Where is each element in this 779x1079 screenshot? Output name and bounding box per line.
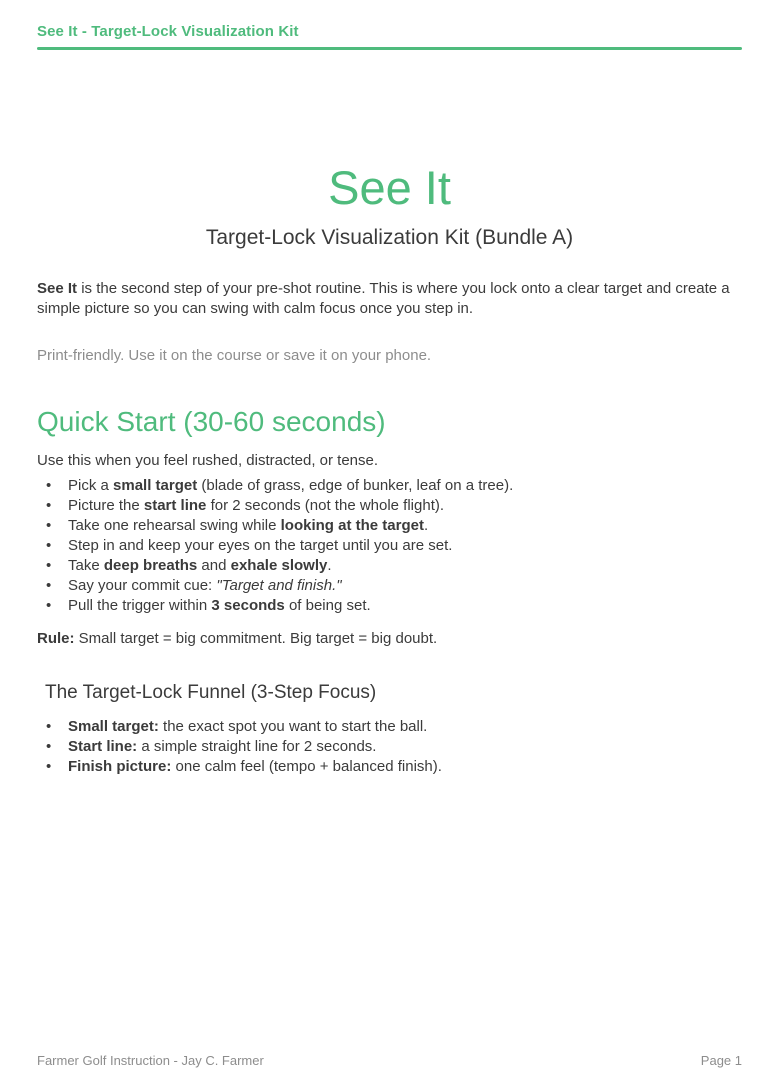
text-segment: small target [113,476,198,494]
text-segment: Picture the [68,496,144,514]
quick-start-heading: Quick Start (30-60 seconds) [37,405,386,437]
text-segment: is the second step of your pre-shot routine. This is where you lock onto a clear target and create a simple picture so you can swing with calm focus once you step in. [37,279,730,317]
text-segment: deep breaths [103,556,198,574]
list-item [37,476,742,496]
text-segment: one calm feel (tempo + balanced finish). [171,757,442,775]
header-title: See It - Target-Lock Visualization Kit [37,23,299,40]
page-footer [37,1053,742,1068]
text-segment: exhale slowly [230,556,328,574]
page-header [37,0,742,50]
list-item [37,536,742,556]
list-item [37,556,742,576]
print-note: Print-friendly. Use it on the course or save it on your phone. [37,346,432,364]
text-segment: Say your commit cue: [68,576,217,594]
document-title: See It [328,161,451,214]
text-segment: See It [37,279,78,297]
text-segment: and [197,556,231,574]
list-item [37,737,742,757]
text-segment: the exact spot you want to start the ball. [158,717,428,735]
list-item [37,576,742,596]
funnel-list [37,717,742,777]
text-segment: Small target: [68,717,159,735]
text-segment: (blade of grass, edge of bunker, leaf on a tree). [197,476,514,494]
footer-author: Farmer Golf Instruction - Jay C. Farmer [37,1053,264,1068]
text-segment: looking at the target [280,516,424,534]
document-subtitle: Target-Lock Visualization Kit (Bundle A) [205,225,574,249]
rule-line [37,629,742,649]
list-item [37,757,742,777]
text-segment: . [423,516,429,534]
text-segment: of being set. [284,596,371,614]
quick-start-lead: Use this when you feel rushed, distracted, or tense. [37,451,379,469]
text-segment: Take one rehearsal swing while [68,516,281,534]
text-segment: Small target = big commitment. Big target = big doubt. [74,629,438,647]
text-segment: Finish picture: [68,757,172,775]
text-segment: 3 seconds [211,596,285,614]
text-segment: Start line: [68,737,138,755]
text-segment: for 2 seconds (not the whole flight). [206,496,445,514]
text-segment: Take [68,556,104,574]
header-divider [37,47,742,50]
text-segment: Rule: [37,629,75,647]
list-item [37,496,742,516]
list-item [37,596,742,616]
text-segment: Step in and keep your eyes on the target until you are set. [68,536,453,554]
text-segment: Pull the trigger within [68,596,212,614]
text-segment: "Target and finish." [216,576,342,594]
text-segment: a simple straight line for 2 seconds. [137,737,377,755]
funnel-heading: The Target-Lock Funnel (3-Step Focus) [45,681,377,703]
list-item [37,717,742,737]
footer-page-number: Page 1 [700,1053,742,1068]
intro-paragraph [37,279,742,319]
list-item [37,516,742,536]
text-segment: . [327,556,332,574]
text-segment: Pick a [68,476,114,494]
quick-start-list [37,476,742,616]
text-segment: start line [143,496,207,514]
